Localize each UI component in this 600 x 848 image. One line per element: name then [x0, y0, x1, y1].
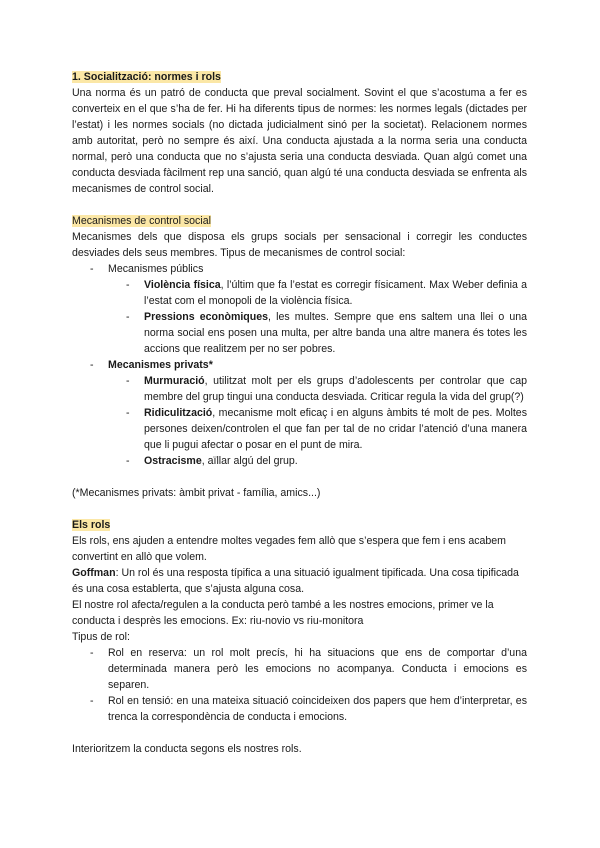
term: Ostracisme: [144, 455, 202, 467]
term: Violència física: [144, 279, 221, 291]
document-body: [72, 69, 527, 757]
list-item: - Rol en reserva: un rol molt precís, hi ha situacions que ens de comportar d’una determinada manera però les emocions no acompanya. Conducta i emocions es separen.: [72, 645, 527, 693]
control-heading-text: Mecanismes de control social: [72, 215, 211, 227]
description: , mecanisme molt eficaç i en alguns àmbits té molt de pes. Moltes persones deixen/controlen el que fan per tal de no cridar l’atenció d’una manera que li pugui afectar o posar en el punt de mira.: [144, 407, 527, 451]
rols-emotions: El nostre rol afecta/regulen a la conducta però també a les nostres emocions, primer ve la conducta i desprès les emocions. Ex: riu-novio vs riu-monitora: [72, 599, 494, 627]
description: , l’últim que fa l’estat es corregir físicament. Max Weber definia a l’estat com el monopoli de la violència física.: [144, 279, 527, 307]
role-types-label: Tipus de rol:: [72, 631, 130, 643]
list-item: - Rol en tensió: en una mateixa situació coincideixen dos papers que hem d’interpretar, es trenca la correspondència de conducta i emocions.: [72, 693, 527, 725]
goffman-term: Goffman: [72, 567, 116, 579]
goffman-text: : Un rol és una resposta típifica a una situació igualment tipificada. Una cosa tipificada és una cosa establerta, que s’ajusta alguna cosa.: [72, 567, 519, 595]
list-item: [72, 453, 527, 469]
list-item: [72, 309, 527, 357]
section-title-text: 1. Socialització: normes i rols: [72, 71, 221, 83]
rols-heading-text: Els rols: [72, 519, 111, 531]
description: , aïllar algú del grup.: [201, 455, 298, 467]
private-footnote: (*Mecanismes privats: àmbit privat - família, amics...): [72, 487, 321, 499]
section-title: [72, 69, 527, 85]
public-mechanisms-label: Mecanismes públics: [108, 263, 204, 275]
goffman-definition: [72, 565, 527, 597]
term: Murmuració: [144, 375, 205, 387]
list-item: [72, 405, 527, 453]
private-mechanisms-item: [72, 357, 527, 469]
control-intro: Mecanismes dels que disposa els grups socials per sensacional i corregir les conductes desviades dels seus membres. Tipus de mecanismes de control social:: [72, 231, 527, 259]
control-heading: [72, 213, 527, 229]
rols-intro: Els rols, ens ajuden a entendre moltes vegades fem allò que s’espera que fem i ens acabem convertint en allò que volem.: [72, 535, 507, 563]
term: Pressions econòmiques: [144, 311, 269, 323]
rols-closing: Interioritzem la conducta segons els nostres rols.: [72, 743, 302, 755]
rols-heading: [72, 517, 527, 533]
list-item: [72, 277, 527, 309]
public-mechanisms-sublist: [72, 277, 527, 357]
term: Ridiculització: [144, 407, 213, 419]
description: , utilitzat molt per els grups d’adolescents per controlar que cap membre del grup tingui una conducta desviada. Criticar regula la vida del grup(?): [144, 375, 527, 403]
control-mechanisms-list: [72, 261, 527, 469]
private-mechanisms-sublist: [72, 373, 527, 469]
list-item: [72, 373, 527, 405]
norms-paragraph: Una norma és un patró de conducta que preval socialment. Sovint el que s’acostuma a fer es converteix en el que s’ha de fer. Hi ha diferents tipus de normes: les normes legals (dictades per l’estat) i les normes socials (no dictada judicialment sinó per la societat). Relacionem normes amb autoritat, però no sempre és així. Una conducta ajustada a la norma seria una conducta normal, però una conducta que no s’ajusta seria una conducta desviada. Quan algú comet una conducta desviada fàcilment rep una sanció, quan algú té una conducta desviada se enfrenta als mecanismes de control social.: [72, 87, 527, 195]
public-mechanisms-item: [72, 261, 527, 357]
description: , les multes. Sempre que ens saltem una llei o una norma social ens posen una multa, per altre banda una altre manera és totes les accions que realitzem per no ser pobres.: [144, 311, 528, 355]
role-types-list: [72, 645, 527, 725]
private-mechanisms-label: Mecanismes privats*: [108, 359, 213, 371]
